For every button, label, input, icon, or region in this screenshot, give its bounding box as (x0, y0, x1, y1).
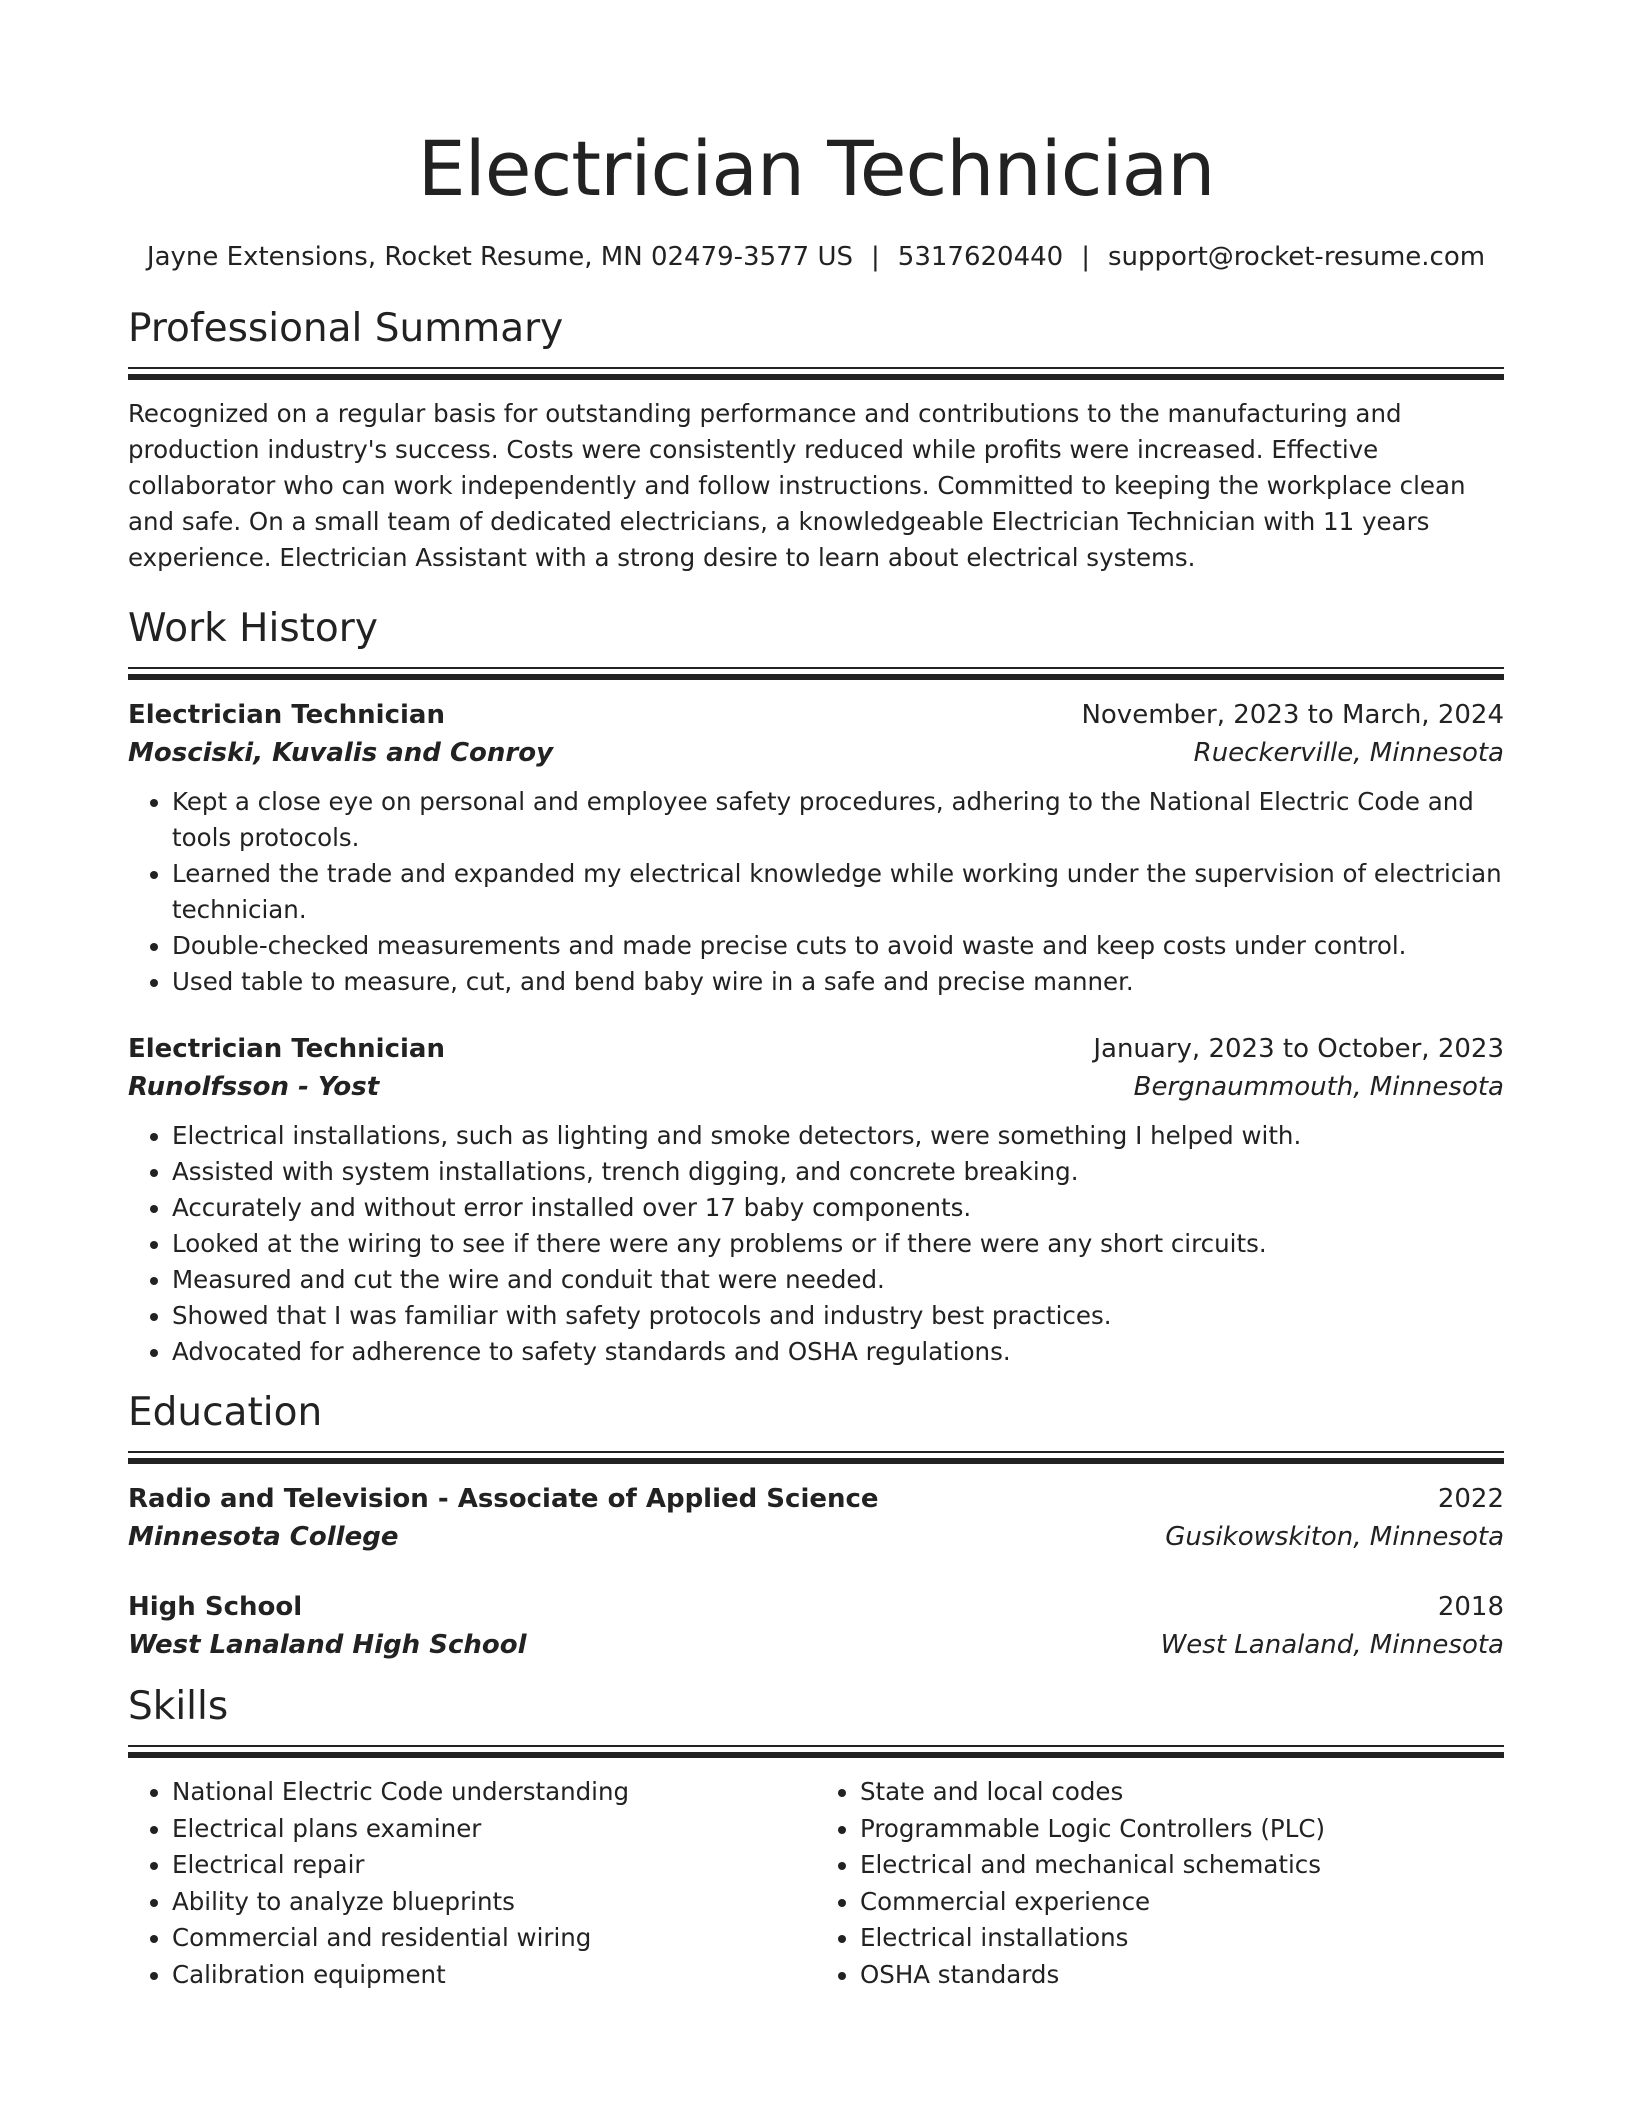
education-school: Minnesota College (128, 1522, 399, 1552)
education-location: West Lanaland, Minnesota (1160, 1630, 1504, 1660)
list-item: • Looked at the wiring to see if there were any problems or if there were any short circuits. (172, 1226, 1504, 1262)
list-item: • Electrical plans examiner (172, 1811, 816, 1848)
skills-columns (128, 1774, 1504, 1993)
job-dates: January, 2023 to October, 2023 (1093, 1034, 1504, 1064)
list-item: • National Electric Code understanding (172, 1774, 816, 1811)
list-item: • Commercial and residential wiring (172, 1920, 816, 1957)
education-section (128, 1388, 1504, 1664)
job-company: Mosciski, Kuvalis and Conroy (128, 738, 554, 768)
list-item: • Learned the trade and expanded my electrical knowledge while working under the supervision of electrician technician. (172, 856, 1504, 928)
contact-email[interactable]: support@rocket-resume.com (1107, 242, 1486, 272)
contact-phone: 5317620440 (897, 242, 1064, 272)
list-item: • Electrical repair (172, 1847, 816, 1884)
work-heading: Work History (128, 606, 378, 651)
list-item: • OSHA standards (860, 1957, 1504, 1994)
list-item: • Commercial experience (860, 1884, 1504, 1921)
skills-left-list (128, 1774, 816, 1993)
contact-line (128, 240, 1504, 274)
skills-heading: Skills (128, 1684, 229, 1729)
contact-address: Jayne Extensions, Rocket Resume, MN 02479-3577 US (146, 242, 854, 272)
job-entry (128, 1030, 1504, 1370)
job-title: Electrician Technician (128, 700, 445, 730)
job-location: Bergnaummouth, Minnesota (1133, 1072, 1504, 1102)
skills-section (128, 1682, 1504, 1993)
job-bullets (128, 1118, 1504, 1370)
list-item: • Ability to analyze blueprints (172, 1884, 816, 1921)
list-item: • Double-checked measurements and made precise cuts to avoid waste and keep costs under control. (172, 928, 1504, 964)
summary-heading: Professional Summary (128, 306, 564, 351)
list-item: • Programmable Logic Controllers (PLC) (860, 1811, 1504, 1848)
job-location: Rueckerville, Minnesota (1193, 738, 1504, 768)
list-item: • State and local codes (860, 1774, 1504, 1811)
section-divider (128, 367, 1504, 380)
education-heading: Education (128, 1390, 323, 1435)
section-divider (128, 1745, 1504, 1758)
education-entry (128, 1588, 1504, 1664)
list-item: • Accurately and without error installed over 17 baby components. (172, 1190, 1504, 1226)
list-item: • Advocated for adherence to safety standards and OSHA regulations. (172, 1334, 1504, 1370)
summary-section (128, 304, 1504, 576)
education-year: 2018 (1437, 1592, 1504, 1622)
job-title: Electrician Technician (128, 1034, 445, 1064)
education-year: 2022 (1437, 1484, 1504, 1514)
resume-title: Electrician Technician (417, 124, 1215, 213)
job-company: Runolfsson - Yost (128, 1072, 380, 1102)
education-degree: High School (128, 1592, 303, 1622)
list-item: • Showed that I was familiar with safety protocols and industry best practices. (172, 1298, 1504, 1334)
list-item: • Assisted with system installations, trench digging, and concrete breaking. (172, 1154, 1504, 1190)
education-location: Gusikowskiton, Minnesota (1165, 1522, 1504, 1552)
skills-right-list (816, 1774, 1504, 1993)
section-divider (128, 1451, 1504, 1464)
contact-separator: | (1081, 242, 1090, 272)
work-section (128, 604, 1504, 1370)
list-item: • Electrical installations, such as lighting and smoke detectors, were something I helped with. (172, 1118, 1504, 1154)
list-item: • Measured and cut the wire and conduit that were needed. (172, 1262, 1504, 1298)
list-item: • Electrical and mechanical schematics (860, 1847, 1504, 1884)
education-school: West Lanaland High School (128, 1630, 527, 1660)
job-bullets (128, 784, 1504, 1000)
list-item: • Calibration equipment (172, 1957, 816, 1994)
list-item: • Kept a close eye on personal and employee safety procedures, adhering to the National Electric Code and tools protocols. (172, 784, 1504, 856)
job-entry (128, 696, 1504, 1000)
list-item: • Electrical installations (860, 1920, 1504, 1957)
education-entry (128, 1480, 1504, 1556)
education-degree: Radio and Television - Associate of Applied Science (128, 1484, 879, 1514)
contact-separator: | (871, 242, 880, 272)
job-dates: November, 2023 to March, 2024 (1081, 700, 1504, 730)
list-item: • Used table to measure, cut, and bend baby wire in a safe and precise manner. (172, 964, 1504, 1000)
section-divider (128, 667, 1504, 680)
summary-text: Recognized on a regular basis for outstanding performance and contributions to the manufacturing and production industry's success. Costs were consistently reduced while profits were increased. Effective collaborator who can work independently and follow instructions. Committed to keeping the workplace clean and safe. On a small team of dedicated electricians, a knowledgeable Electrician Technician with 11 years experience. Electrician Assistant with a strong desire to learn about electrical systems. (128, 399, 1466, 572)
